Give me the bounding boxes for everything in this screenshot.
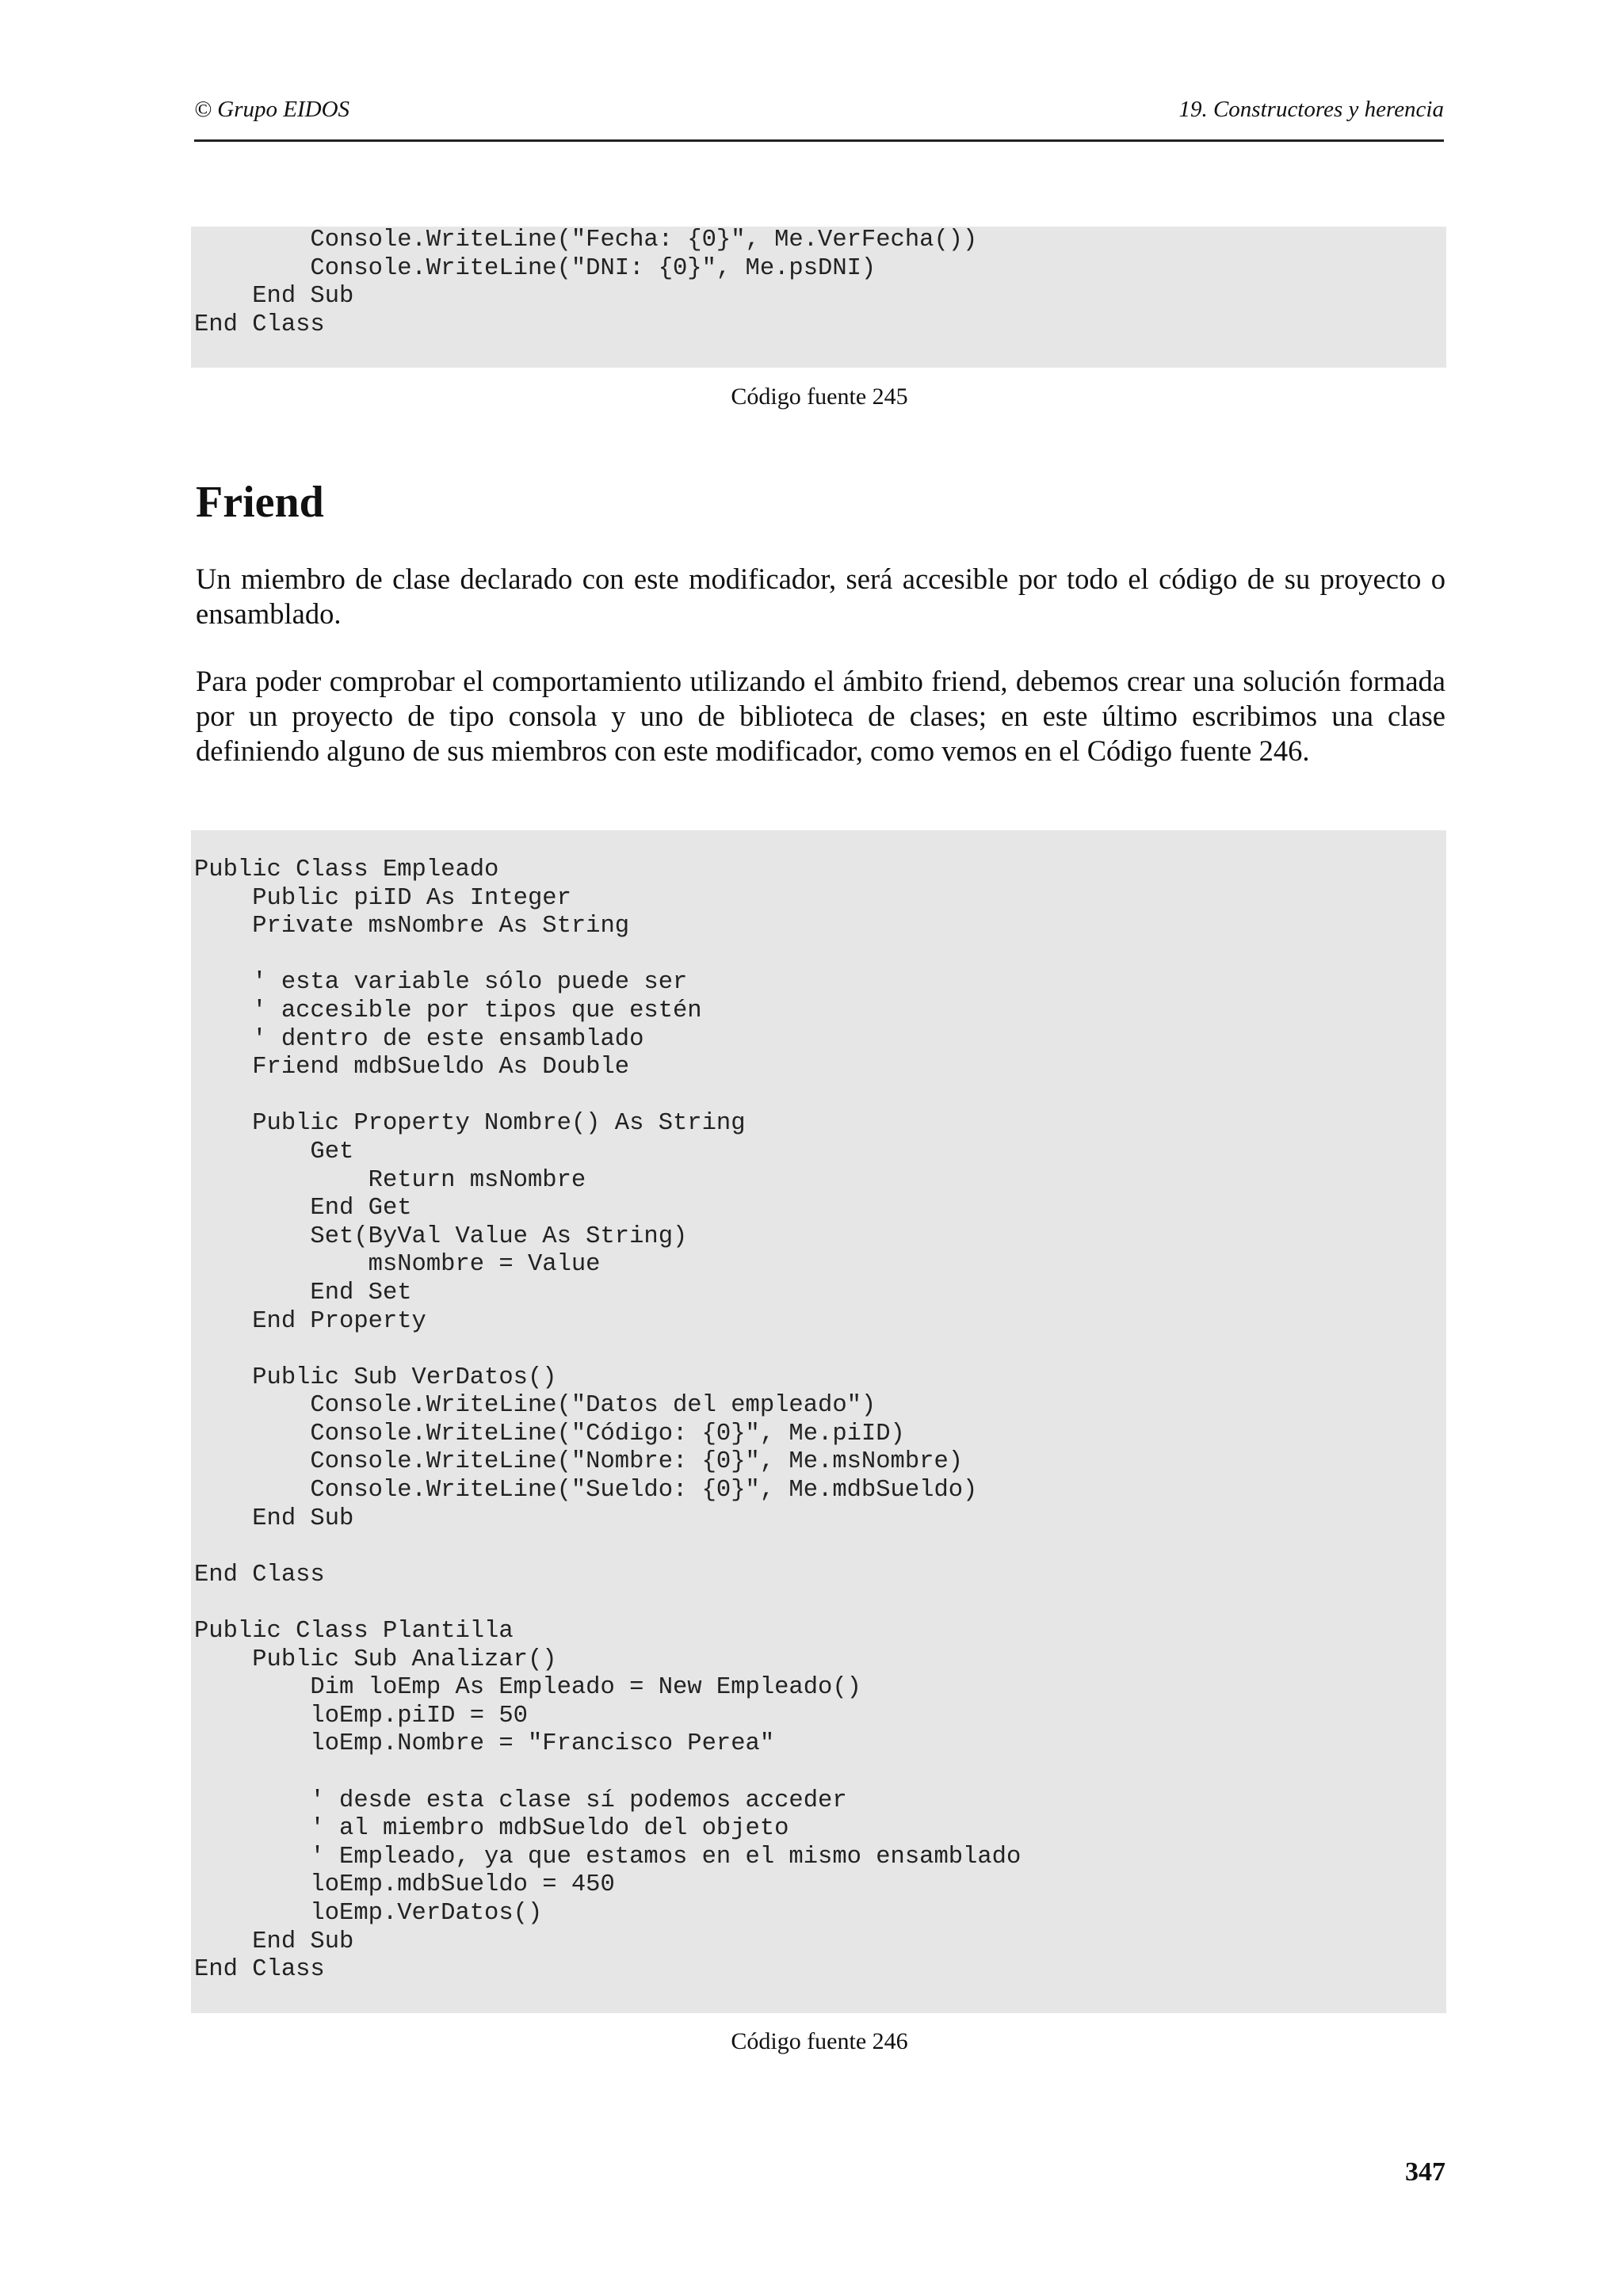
code-text: Public Class Empleado Public piID As Integer Private msNombre As String ' esta variable sólo puede ser ' accesible por tipos que estén ' dentro de este ensamblado Friend mdbSueldo As Double Public Property Nombre() As String Get Return msNombre End Get Set(ByVal Value As String) msNombre = Value End Set End Property Public Sub VerDatos() Console.WriteLine("Datos del empleado") Console.WriteLine("Código: {0}", Me.piID) Console.WriteLine("Nombre: {0}", Me.msNombre) Console.WriteLine("Sueldo: {0}", Me.mdbSueldo) End Sub End Class Public Class Plantilla Public Sub Analizar() Dim loEmp As Empleado = New Empleado() loEmp.piID = 50 loEmp.Nombre = "Francisco Perea" ' desde esta clase sí podemos acceder ' al miembro mdbSueldo del objeto ' Empleado, ya que estamos en el mismo ensamblado loEmp.mdbSueldo = 450 loEmp.VerDatos() End Sub End Class [194,856,1022,1984]
code-block-245 [191,227,1446,368]
code-block-246 [191,830,1446,2013]
page-header [194,93,1444,142]
code-text: Console.WriteLine("Fecha: {0}", Me.VerFecha()) Console.WriteLine("DNI: {0}", Me.psDNI) End Sub End Class [194,227,978,338]
section-heading: Friend [196,478,324,527]
header-publisher: © Grupo EIDOS [194,97,350,122]
page-number: 347 [1405,2157,1445,2187]
code-caption-246: Código fuente 246 [731,2028,908,2054]
header-chapter-title: 19. Constructores y herencia [1178,97,1444,122]
code-caption-245: Código fuente 245 [731,383,908,410]
paragraph-2: Para poder comprobar el comportamiento utilizando el ámbito friend, debemos crear una solución formada por un proyecto de tipo consola y uno de biblioteca de clases; en este último escribimos una clase definiendo alguno de sus miembros con este modificador, como vemos en el Código fuente 246. [196,665,1445,767]
paragraph-1: Un miembro de clase declarado con este modificador, será accesible por todo el código de su proyecto o ensamblado. [196,563,1445,630]
